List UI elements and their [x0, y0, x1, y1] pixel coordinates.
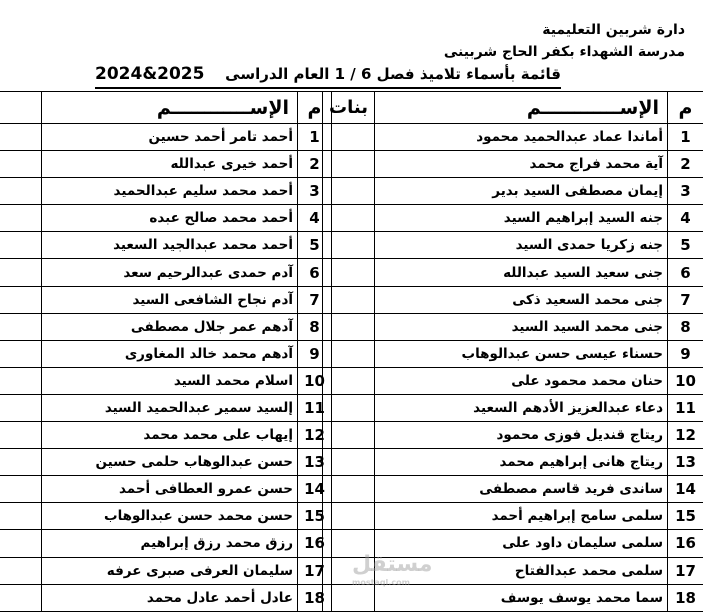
row-number: 8 [668, 313, 703, 340]
student-name: جنه السيد إبراهيم السيد [375, 205, 668, 232]
table-row [0, 503, 332, 530]
blank-cell [0, 530, 42, 557]
col-girls-header: بنات [323, 92, 375, 124]
table-row [0, 476, 332, 503]
blank-cell [0, 422, 42, 449]
student-name: اسلام محمد السيد [42, 367, 298, 394]
academic-year: 2024&2025 [95, 64, 205, 84]
table-row [323, 367, 703, 394]
row-number: 5 [668, 232, 703, 259]
table-row [0, 394, 332, 421]
row-number: 3 [668, 178, 703, 205]
blank-cell [0, 178, 42, 205]
row-number: 7 [668, 286, 703, 313]
table-row [0, 286, 332, 313]
table-row [323, 449, 703, 476]
table-row [0, 557, 332, 584]
table-row [323, 503, 703, 530]
col-name-header: الإســــــــــــم [42, 92, 298, 124]
student-name: آية محمد فراج محمد [375, 151, 668, 178]
watermark-text: مستقل [352, 552, 433, 577]
student-name: دعاء عبدالعزيز الأدهم السعيد [375, 394, 668, 421]
table-row [0, 422, 332, 449]
student-name: أحمد محمد عبدالجيد السعيد [42, 232, 298, 259]
student-name: سلمى سامح إبراهيم أحمد [375, 503, 668, 530]
blank-cell [0, 151, 42, 178]
row-number: 16 [668, 530, 703, 557]
table-row [323, 476, 703, 503]
row-number: 4 [668, 205, 703, 232]
student-name: حسن عمرو العطافى أحمد [42, 476, 298, 503]
blank-cell [0, 259, 42, 286]
row-number: 6 [298, 259, 332, 286]
student-name: أماندا عماد عبدالحميد محمود [375, 124, 668, 151]
blank-cell [0, 557, 42, 584]
blank-cell [0, 449, 42, 476]
student-name: آدهم محمد خالد المغاورى [42, 340, 298, 367]
row-number: 14 [668, 476, 703, 503]
table-row [323, 205, 703, 232]
student-name: آدهم عمر جلال مصطفى [42, 313, 298, 340]
row-number: 18 [298, 584, 332, 611]
student-name: إلسيد سمير عبدالحميد السيد [42, 394, 298, 421]
row-number: 8 [298, 313, 332, 340]
blank-cell [0, 313, 42, 340]
blank-cell [0, 286, 42, 313]
row-number: 12 [668, 422, 703, 449]
blank-cell [0, 476, 42, 503]
student-name: أحمد محمد صالح عبده [42, 205, 298, 232]
student-name: إيهاب على محمد محمد [42, 422, 298, 449]
table-row [0, 232, 332, 259]
table-row [323, 232, 703, 259]
table-row [323, 340, 703, 367]
student-name: سلمى محمد عبدالفتاح [375, 557, 668, 584]
col-number-header: م [298, 92, 332, 124]
row-number: 17 [298, 557, 332, 584]
student-name: أحمد تامر أحمد حسين [42, 124, 298, 151]
table-row [323, 313, 703, 340]
table-row [323, 151, 703, 178]
student-name: حسن عبدالوهاب حلمى حسين [42, 449, 298, 476]
table-row [323, 422, 703, 449]
student-name: رزق محمد رزق إبراهيم [42, 530, 298, 557]
student-name: آدم حمدى عبدالرحيم سعد [42, 259, 298, 286]
blank-cell [0, 367, 42, 394]
list-title: قائمة بأسماء تلاميذ فصل 6 / 1 العام الدراسى [225, 65, 561, 83]
row-number: 5 [298, 232, 332, 259]
blank-cell [0, 124, 42, 151]
row-number: 11 [668, 394, 703, 421]
blank-cell [0, 232, 42, 259]
col-blank-header [0, 92, 42, 124]
row-number: 1 [668, 124, 703, 151]
row-number: 13 [298, 449, 332, 476]
watermark-url: mostaql.com [352, 578, 410, 587]
title-underline [95, 87, 561, 89]
row-number: 14 [298, 476, 332, 503]
student-name: عادل أحمد عادل محمد [42, 584, 298, 611]
row-number: 3 [298, 178, 332, 205]
student-name: حسناء عيسى حسن عبدالوهاب [375, 340, 668, 367]
row-number: 13 [668, 449, 703, 476]
row-number: 18 [668, 584, 703, 611]
row-number: 10 [298, 367, 332, 394]
boys-table-header [0, 92, 332, 124]
row-number: 9 [668, 340, 703, 367]
row-number: 15 [668, 503, 703, 530]
row-number: 11 [298, 394, 332, 421]
row-number: 10 [668, 367, 703, 394]
row-number: 1 [298, 124, 332, 151]
col-name-header: الإســــــــــــم [375, 92, 668, 124]
table-row [0, 530, 332, 557]
table-row [323, 286, 703, 313]
student-name: آدم نجاح الشافعى السيد [42, 286, 298, 313]
table-row [323, 259, 703, 286]
boys-table [0, 91, 332, 612]
student-name: سما محمد يوسف يوسف [375, 584, 668, 611]
student-name: أحمد خيرى عبدالله [42, 151, 298, 178]
row-number: 4 [298, 205, 332, 232]
table-row [0, 259, 332, 286]
row-number: 16 [298, 530, 332, 557]
table-row [0, 584, 332, 611]
blank-cell [0, 205, 42, 232]
student-name: إيمان مصطفى السيد بدير [375, 178, 668, 205]
student-name: جنى سعيد السيد عبدالله [375, 259, 668, 286]
student-name: أحمد محمد سليم عبدالحميد [42, 178, 298, 205]
student-name: سليمان العرفى صبرى عرفه [42, 557, 298, 584]
student-name: حسن محمد حسن عبدالوهاب [42, 503, 298, 530]
table-row [0, 340, 332, 367]
blank-cell [0, 503, 42, 530]
student-name: ريتاج قنديل فوزى محمود [375, 422, 668, 449]
row-number: 2 [298, 151, 332, 178]
table-row [0, 313, 332, 340]
row-number: 6 [668, 259, 703, 286]
blank-cell [0, 394, 42, 421]
watermark-logo [352, 552, 433, 602]
table-row [0, 205, 332, 232]
table-row [323, 178, 703, 205]
student-name: حنان محمد محمود على [375, 367, 668, 394]
row-number: 2 [668, 151, 703, 178]
blank-cell [0, 584, 42, 611]
girls-table-header [323, 92, 703, 124]
table-row [323, 124, 703, 151]
student-name: ريتاج هانى إبراهيم محمد [375, 449, 668, 476]
student-name: جنه زكريا حمدى السيد [375, 232, 668, 259]
row-number: 9 [298, 340, 332, 367]
student-name: جنى محمد السعيد ذكى [375, 286, 668, 313]
row-number: 17 [668, 557, 703, 584]
table-row [0, 449, 332, 476]
row-number: 12 [298, 422, 332, 449]
student-name: جنى محمد السيد السيد [375, 313, 668, 340]
table-row [0, 178, 332, 205]
blank-cell [0, 340, 42, 367]
table-row [0, 151, 332, 178]
col-number-header: م [668, 92, 703, 124]
school-name: مدرسة الشهداء بكفر الحاج شربينى [443, 44, 685, 60]
table-row [0, 124, 332, 151]
row-number: 7 [298, 286, 332, 313]
student-name: سلمى سليمان داود على [375, 530, 668, 557]
row-number: 15 [298, 503, 332, 530]
girls-table [322, 91, 703, 612]
table-row [323, 394, 703, 421]
table-row [0, 367, 332, 394]
directorate-name: دارة شربين التعليمية [542, 22, 685, 38]
student-name: ساندى فريد قاسم مصطفى [375, 476, 668, 503]
